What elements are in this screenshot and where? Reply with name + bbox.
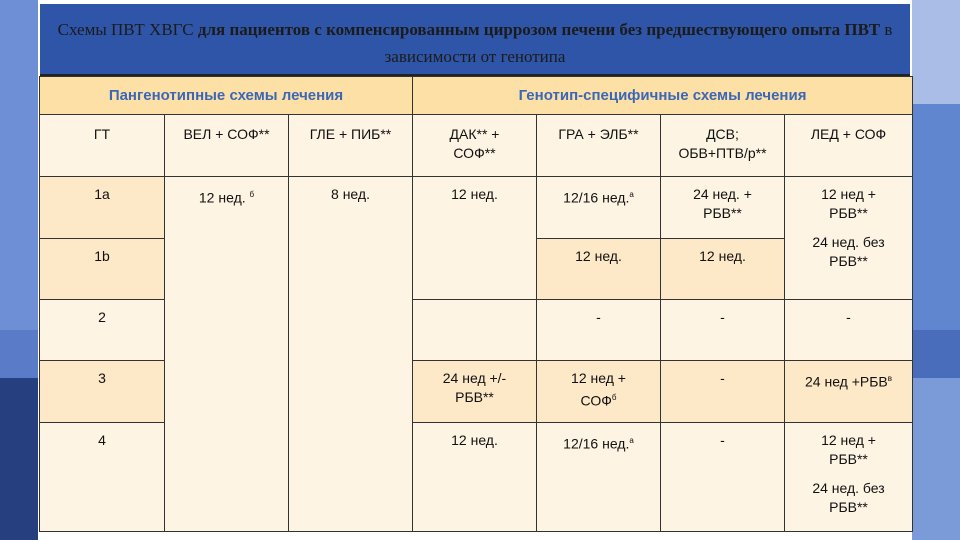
led-line2: РБВ** xyxy=(829,451,868,467)
col-dak-sof-line1: ДАК** + xyxy=(449,126,500,142)
led-value: 24 нед +РБВ xyxy=(805,373,888,390)
col-dsv xyxy=(661,115,785,177)
dsv-cell: - xyxy=(661,423,785,532)
footnote-mark: б xyxy=(249,190,255,199)
col-dak-sof-line2: СОФ** xyxy=(453,145,496,161)
slide-title xyxy=(40,4,910,76)
footnote-mark: в xyxy=(887,374,893,383)
bg-block xyxy=(912,0,960,104)
col-gt: ГТ xyxy=(40,115,165,177)
led-line3: 24 нед. без xyxy=(812,234,885,250)
dsv-line2: РБВ** xyxy=(703,205,742,221)
bg-block xyxy=(0,0,40,330)
bg-block xyxy=(912,378,960,540)
footnote-mark: а xyxy=(629,190,634,199)
dak-line1: 24 нед +/- xyxy=(442,370,507,386)
gra-cell: 12 нед. xyxy=(537,239,661,300)
bg-block xyxy=(0,378,40,540)
vel-cell xyxy=(165,177,289,532)
group-pangenotypic: Пангенотипные схемы лечения xyxy=(40,77,413,115)
dsv-cell xyxy=(661,177,785,239)
led-cell xyxy=(785,177,913,300)
led-line3: 24 нед. без xyxy=(812,480,885,496)
led-cell xyxy=(785,423,913,532)
dak-cell: 12 нед. xyxy=(413,423,537,532)
gra-cell: - xyxy=(537,300,661,361)
gra-value: 12/16 нед. xyxy=(563,435,630,452)
col-dsv-line2: ОБВ+ПТВ/р** xyxy=(678,145,767,161)
gt-cell: 4 xyxy=(40,423,165,532)
gra-cell xyxy=(537,423,661,532)
footnote-mark: а xyxy=(629,436,634,445)
table-row xyxy=(40,177,913,239)
dak-cell xyxy=(413,361,537,423)
dak-cell: 12 нед. xyxy=(413,177,537,300)
led-cell xyxy=(785,361,913,423)
dsv-cell: - xyxy=(661,300,785,361)
col-vel-sof: ВЕЛ + СОФ** xyxy=(165,115,289,177)
bg-block xyxy=(0,330,40,378)
group-genotype-specific: Генотип-специфичные схемы лечения xyxy=(413,77,913,115)
title-part-1: Схемы ПВТ ХВГС xyxy=(57,20,198,39)
led-line4: РБВ** xyxy=(829,499,868,515)
footnote-mark: б xyxy=(611,393,617,402)
gt-cell: 1b xyxy=(40,239,165,300)
dsv-cell: - xyxy=(661,361,785,423)
led-line2: РБВ** xyxy=(829,205,868,221)
gra-line1: 12 нед + xyxy=(571,370,626,386)
bg-block xyxy=(912,330,960,378)
led-line1: 12 нед + xyxy=(821,186,876,202)
col-dsv-line1: ДСВ; xyxy=(706,126,739,142)
col-dak-sof xyxy=(413,115,537,177)
dak-cell xyxy=(413,300,537,361)
gt-cell: 3 xyxy=(40,361,165,423)
gra-cell xyxy=(537,177,661,239)
gt-cell: 1a xyxy=(40,177,165,239)
dak-line2: РБВ** xyxy=(455,389,494,405)
dsv-cell: 12 нед. xyxy=(661,239,785,300)
gle-cell: 8 нед. xyxy=(289,177,413,532)
dsv-line1: 24 нед. + xyxy=(693,186,752,202)
gra-value: 12/16 нед. xyxy=(563,189,630,206)
col-gle-pib: ГЛЕ + ПИБ** xyxy=(289,115,413,177)
title-part-2: для пациентов с компенсированным циррозом печени без предшествующего опыта ПВТ xyxy=(197,20,881,39)
led-cell: - xyxy=(785,300,913,361)
bg-block xyxy=(912,104,960,330)
regimen-table xyxy=(39,76,913,532)
title-part-3: в зависимости от генотипа xyxy=(384,20,893,66)
led-line1: 12 нед + xyxy=(821,432,876,448)
gra-line2: СОФ xyxy=(580,392,612,409)
led-line4: РБВ** xyxy=(829,253,868,269)
col-led-sof: ЛЕД + СОФ xyxy=(785,115,913,177)
gra-cell xyxy=(537,361,661,423)
col-gra-elb: ГРА + ЭЛБ** xyxy=(537,115,661,177)
vel-value: 12 нед. xyxy=(198,189,246,206)
gt-cell: 2 xyxy=(40,300,165,361)
